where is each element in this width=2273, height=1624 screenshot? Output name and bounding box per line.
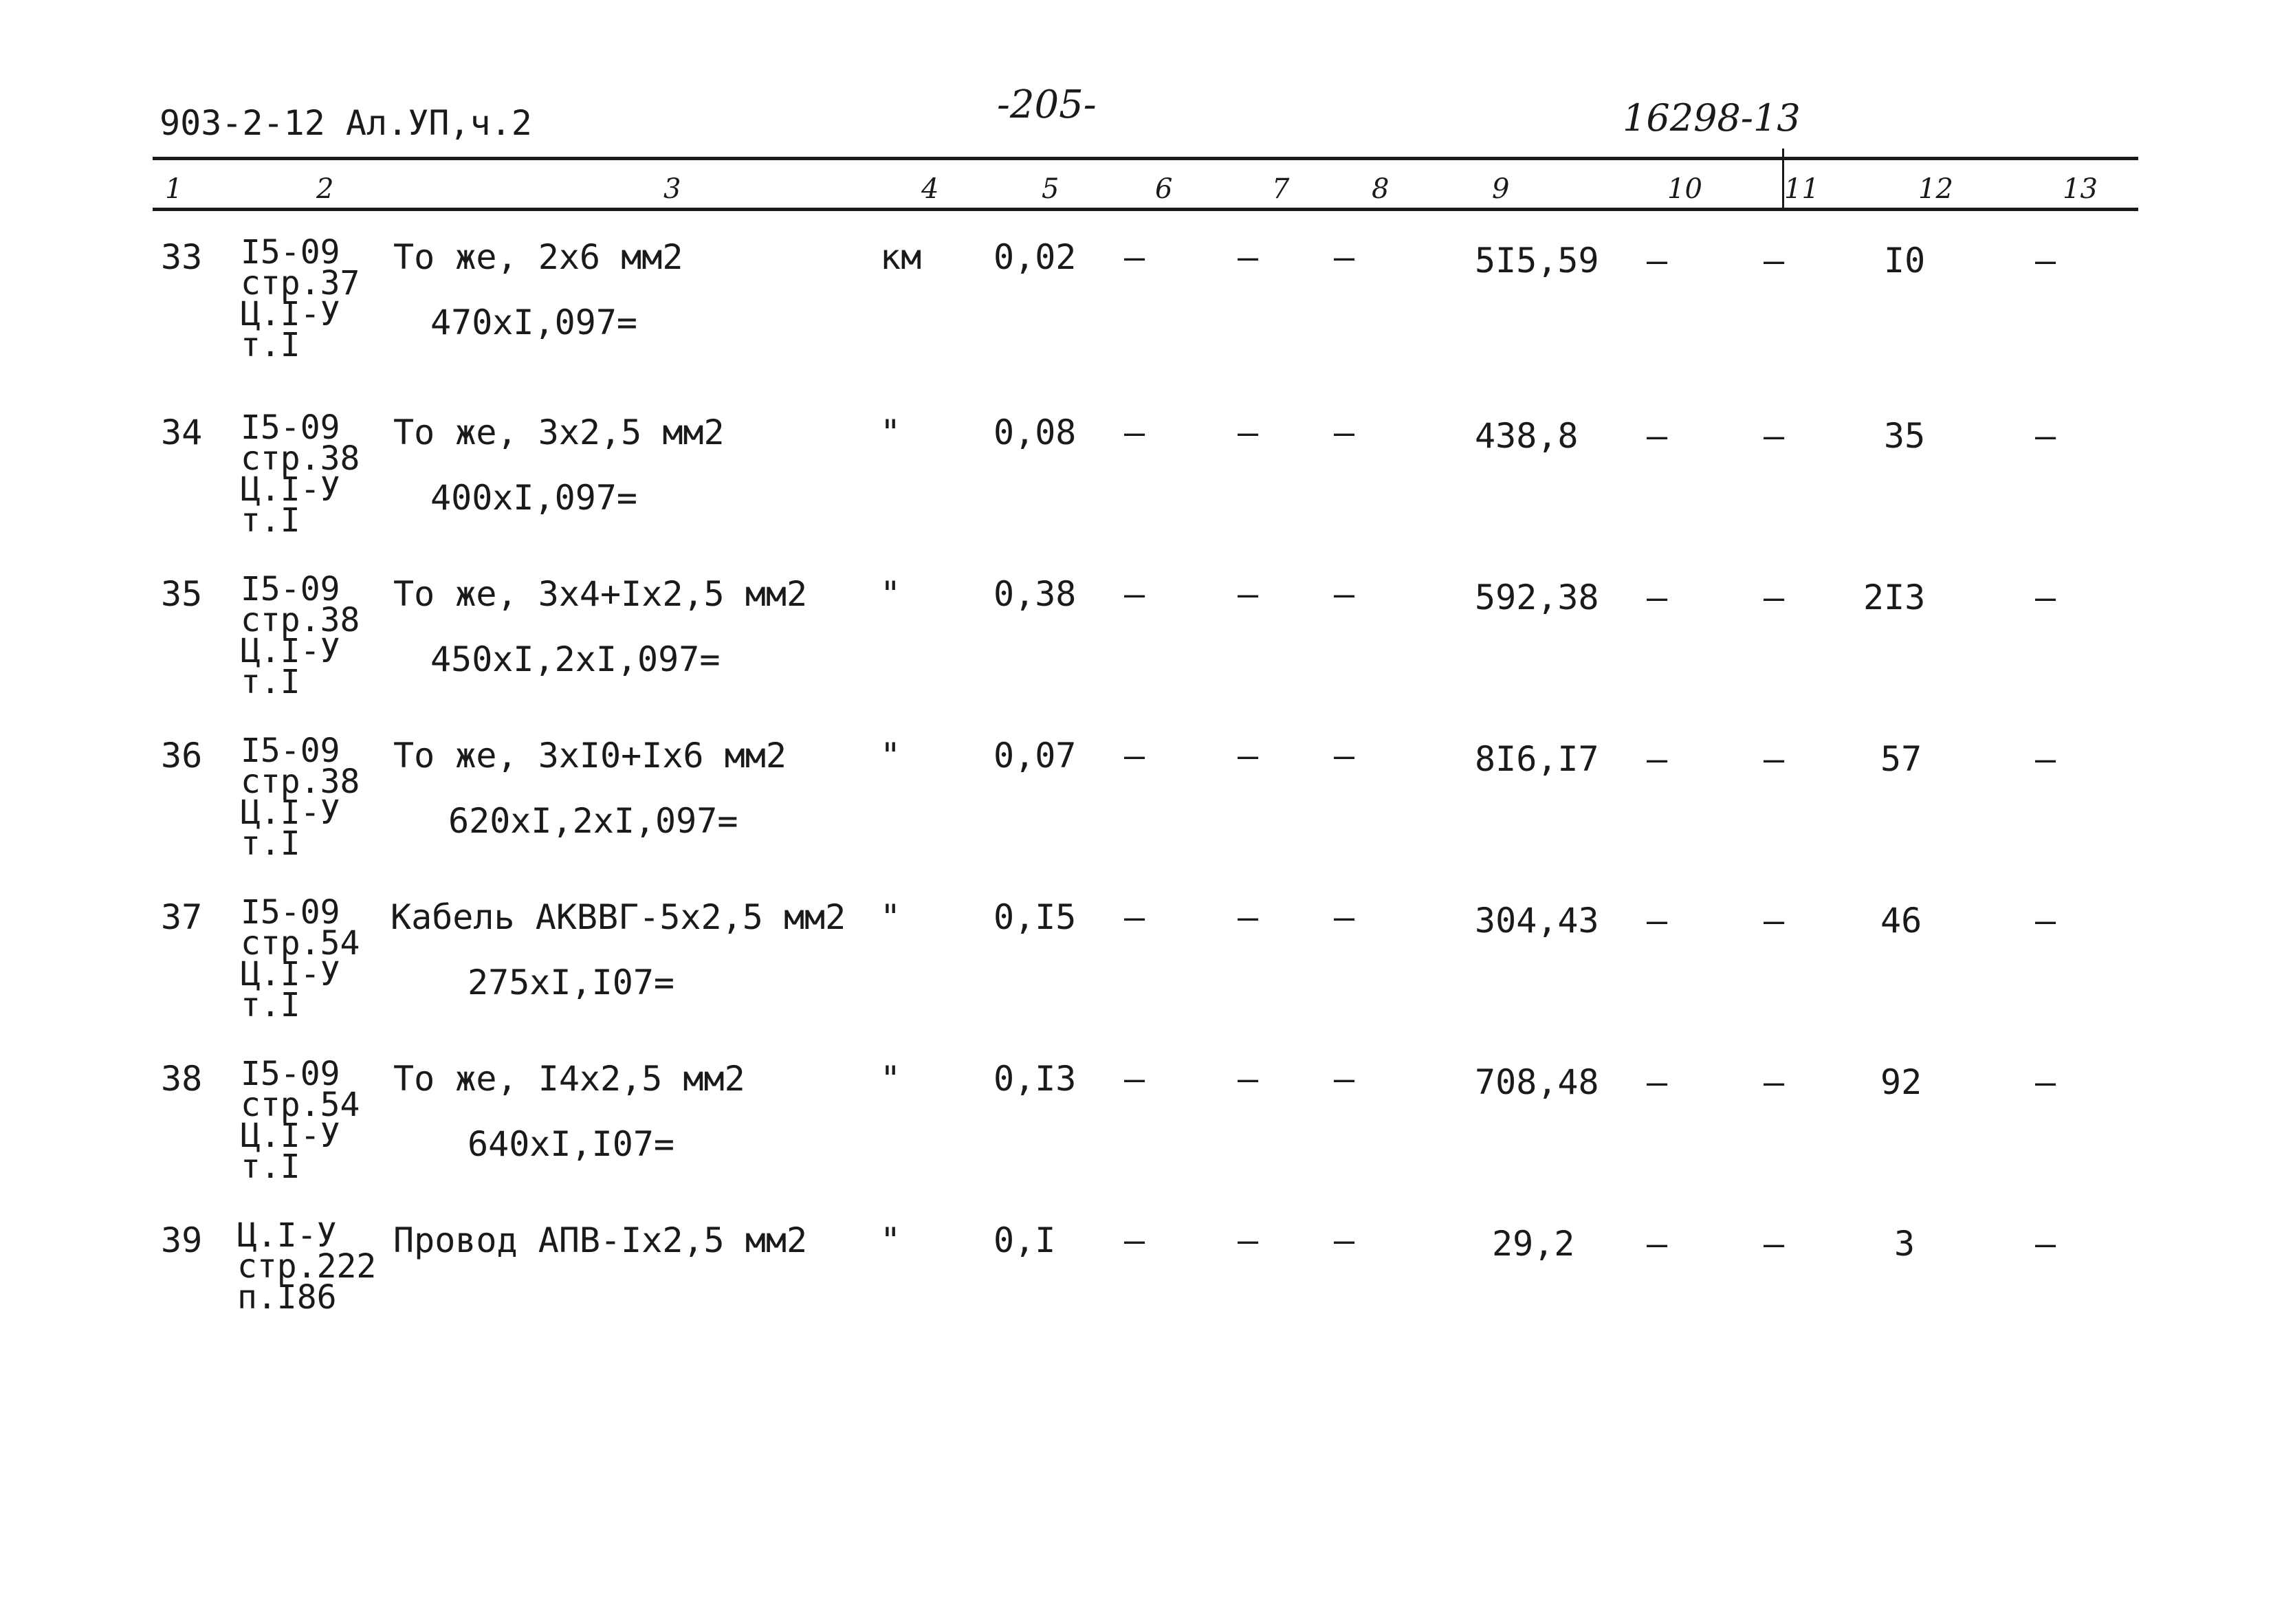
table-row (0, 1055, 2273, 1210)
column-10-value: – (1647, 739, 1668, 779)
table-row (0, 732, 2273, 887)
column-9-value: 708,48 (1475, 1062, 1599, 1102)
item-name: Провод АПВ-Iх2,5 мм2 (393, 1220, 808, 1260)
column-10-value: – (1647, 1224, 1668, 1264)
source-reference: Ц.I-У стр.222 п.I86 (237, 1216, 377, 1317)
column-7-value: – (1238, 1059, 1259, 1099)
column-8-value: – (1334, 1220, 1355, 1260)
quantity: 0,08 (993, 413, 1077, 452)
column-11-value: – (1764, 416, 1785, 456)
sheet-code: 16298-13 (1623, 96, 1801, 140)
column-9-value: 304,43 (1475, 901, 1599, 941)
column-7-value: – (1238, 413, 1259, 452)
item-name: То же, 3х2,5 мм2 (393, 413, 725, 452)
column-10-value: – (1647, 578, 1668, 617)
row-number: 34 (161, 413, 203, 452)
column-number: 1 (165, 173, 183, 205)
column-number: 8 (1372, 173, 1390, 205)
table-row (0, 893, 2273, 1049)
column-number: 4 (921, 173, 939, 205)
source-reference: I5-09 стр.54 Ц.I-У т.I (241, 1055, 360, 1186)
row-number: 36 (161, 736, 203, 776)
column-11-value: – (1764, 1062, 1785, 1102)
column-number: 3 (663, 173, 681, 205)
column-10-value: – (1647, 416, 1668, 456)
column-12-value: 2I3 (1863, 578, 1926, 617)
column-9-value: 592,38 (1475, 578, 1599, 617)
column-11-value: – (1764, 739, 1785, 779)
column-10-value: – (1647, 901, 1668, 941)
column-6-value: – (1124, 1059, 1145, 1099)
column-10-value: – (1647, 1062, 1668, 1102)
column-number: 13 (2063, 173, 2098, 205)
table-row (0, 233, 2273, 388)
column-7-value: – (1238, 574, 1259, 614)
unit: км (880, 237, 922, 277)
column-number: 2 (316, 173, 334, 205)
column-number: 12 (1918, 173, 1953, 205)
column-9-value: 29,2 (1492, 1224, 1575, 1264)
quantity: 0,07 (993, 736, 1077, 776)
column-number: 11 (1784, 173, 1819, 205)
quantity: 0,I3 (993, 1059, 1077, 1099)
source-reference: I5-09 стр.38 Ц.I-У т.I (241, 408, 360, 540)
column-7-value: – (1238, 1220, 1259, 1260)
column-6-value: – (1124, 1220, 1145, 1260)
column-12-value: 57 (1880, 739, 1922, 779)
unit: " (880, 1220, 901, 1260)
column-13-value: – (2035, 901, 2056, 941)
row-number: 39 (161, 1220, 203, 1260)
column-9-value: 8I6,I7 (1475, 739, 1599, 779)
unit: " (880, 413, 901, 452)
column-6-value: – (1124, 413, 1145, 452)
table-row (0, 408, 2273, 564)
quantity: 0,38 (993, 574, 1077, 614)
column-12-value: 46 (1880, 901, 1922, 941)
column-number: 9 (1492, 173, 1510, 205)
column-number: 5 (1042, 173, 1059, 205)
column-13-value: – (2035, 1224, 2056, 1264)
source-reference: I5-09 стр.38 Ц.I-У т.I (241, 570, 360, 701)
table-row (0, 1216, 2273, 1372)
column-13-value: – (2035, 578, 2056, 617)
unit: " (880, 574, 901, 614)
item-name: Кабель АКВВГ-5х2,5 мм2 (391, 897, 846, 937)
item-formula: 450хI,2хI,097= (430, 639, 721, 679)
column-8-value: – (1334, 237, 1355, 277)
quantity: 0,02 (993, 237, 1077, 277)
column-number: 10 (1667, 173, 1702, 205)
unit: " (880, 736, 901, 776)
item-name: То же, I4х2,5 мм2 (393, 1059, 745, 1099)
column-8-value: – (1334, 574, 1355, 614)
row-number: 35 (161, 574, 203, 614)
column-6-value: – (1124, 574, 1145, 614)
column-8-value: – (1334, 736, 1355, 776)
table-top-rule (153, 157, 2138, 160)
column-11-value: – (1764, 241, 1785, 281)
column-number: 7 (1272, 173, 1290, 205)
column-7-value: – (1238, 897, 1259, 937)
table-row (0, 570, 2273, 725)
item-formula: 275хI,I07= (468, 963, 675, 1002)
item-formula: 470хI,097= (430, 303, 638, 342)
item-formula: 640хI,I07= (468, 1124, 675, 1164)
item-name: То же, 3хI0+Iх6 мм2 (393, 736, 787, 776)
column-7-value: – (1238, 237, 1259, 277)
item-formula: 400хI,097= (430, 478, 638, 518)
table-header-rule (153, 208, 2138, 211)
column-13-value: – (2035, 416, 2056, 456)
column-10-value: – (1647, 241, 1668, 281)
column-8-value: – (1334, 1059, 1355, 1099)
quantity: 0,I (993, 1220, 1056, 1260)
column-6-value: – (1124, 736, 1145, 776)
column-13-value: – (2035, 739, 2056, 779)
column-9-value: 438,8 (1475, 416, 1579, 456)
unit: " (880, 1059, 901, 1099)
row-number: 37 (161, 897, 203, 937)
column-number: 6 (1155, 173, 1173, 205)
unit: " (880, 897, 901, 937)
column-11-value: – (1764, 1224, 1785, 1264)
column-11-value: – (1764, 578, 1785, 617)
source-reference: I5-09 стр.54 Ц.I-У т.I (241, 893, 360, 1024)
column-13-value: – (2035, 1062, 2056, 1102)
column-7-value: – (1238, 736, 1259, 776)
column-11-value: – (1764, 901, 1785, 941)
row-number: 38 (161, 1059, 203, 1099)
item-name: То же, 3х4+Iх2,5 мм2 (393, 574, 808, 614)
item-name: То же, 2х6 мм2 (393, 237, 683, 277)
source-reference: I5-09 стр.38 Ц.I-У т.I (241, 732, 360, 863)
column-8-value: – (1334, 897, 1355, 937)
quantity: 0,I5 (993, 897, 1077, 937)
column-9-value: 5I5,59 (1475, 241, 1599, 281)
column-6-value: – (1124, 897, 1145, 937)
column-6-value: – (1124, 237, 1145, 277)
column-8-value: – (1334, 413, 1355, 452)
column-12-value: 35 (1884, 416, 1926, 456)
document-code: 903-2-12 Ал.УП,ч.2 (160, 103, 532, 143)
source-reference: I5-09 стр.37 Ц.I-У т.I (241, 233, 360, 364)
page-number: -205- (997, 83, 1097, 127)
column-12-value: 3 (1894, 1224, 1915, 1264)
item-formula: 620хI,2хI,097= (448, 801, 738, 841)
column-12-value: I0 (1884, 241, 1926, 281)
row-number: 33 (161, 237, 203, 277)
column-12-value: 92 (1880, 1062, 1922, 1102)
column-13-value: – (2035, 241, 2056, 281)
